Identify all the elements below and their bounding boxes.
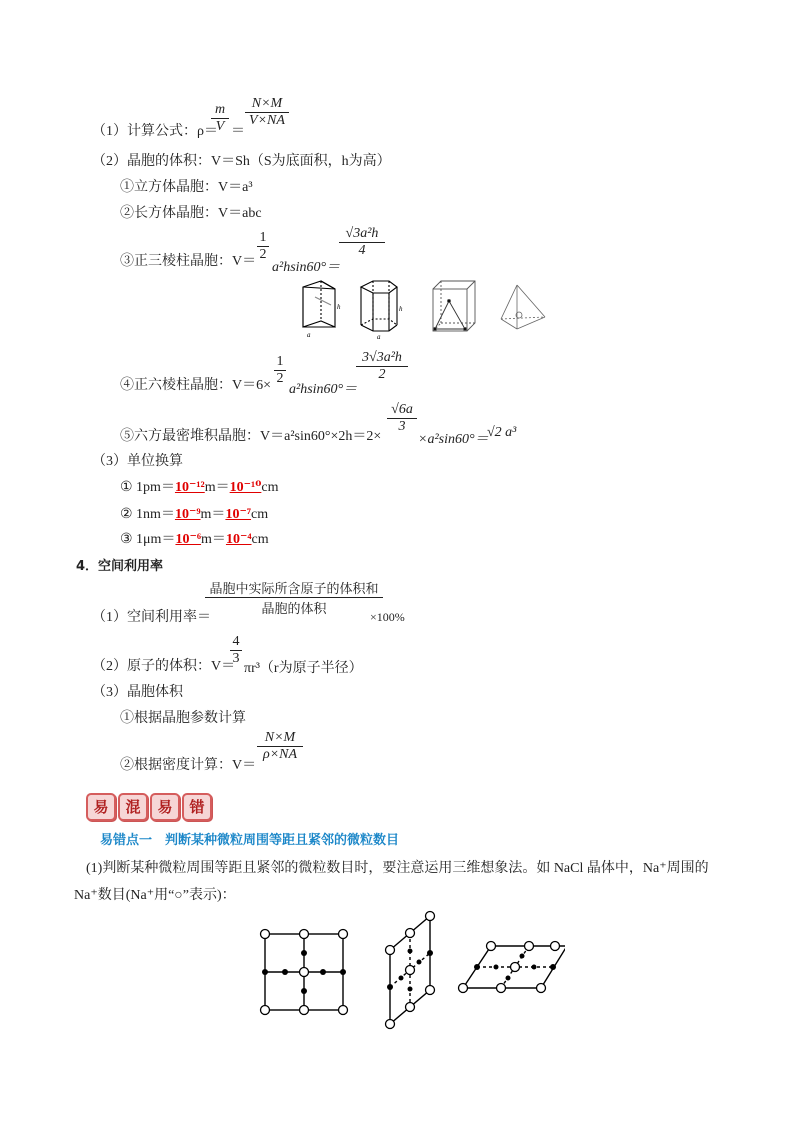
section-title-space-utilization: 4．空间利用率 [76, 559, 164, 574]
fraction-nm-over-vna: N×M V×NA [245, 96, 289, 129]
utilization-label: （1）空间利用率＝ [92, 610, 211, 625]
cell-volume-sub: （3）晶胞体积 [92, 685, 183, 700]
nm-conversion: ② 1nm＝10⁻⁹m＝10⁻⁷cm [120, 507, 269, 522]
mistake-text-line-1: (1)判断某种微粒周围等距且紧邻的微粒数目时，要注意运用三维想象法。如 NaCl 晶体中，Na⁺周围的 [86, 861, 709, 876]
hex-prism-label: ④正六棱柱晶胞：V＝6× [120, 378, 272, 393]
equals-sign: ＝ [231, 124, 245, 139]
fraction-half-1: 1 2 [257, 230, 269, 263]
nacl-na-figures [255, 910, 565, 1030]
banner-char-4: 错 [182, 793, 212, 821]
vertical-layer-atoms [386, 912, 435, 1029]
hex-prism-mid: a²hsin60°＝ [289, 382, 358, 397]
mistake-point-title: 易错点一 判断某种微粒周围等距且紧邻的微粒数目 [100, 833, 400, 848]
hexagonal-prism-figure [361, 281, 397, 331]
banner-char-1: 易 [86, 793, 116, 821]
fraction-hex-result: 3√3a²h 2 [356, 350, 408, 383]
hcp-label: ⑤六方最密堆积晶胞：V＝a²sin60°×2h＝2× [120, 429, 382, 444]
cuboid-cell-figure [433, 281, 475, 331]
by-density-label: ②根据密度计算：V＝ [120, 758, 257, 773]
hcp-mid: ×a²sin60°＝ [418, 432, 489, 447]
cuboid-volume: ②长方体晶胞：V＝abc [120, 206, 262, 221]
fraction-half-2: 1 2 [274, 354, 286, 387]
cell-volume-heading: （2）晶胞的体积：V＝Sh（S为底面积，h为高） [92, 154, 391, 169]
banner-char-3: 易 [150, 793, 180, 821]
tri-prism-label: ③正三棱柱晶胞：V＝ [120, 254, 257, 269]
fraction-four-thirds: 4 3 [230, 634, 242, 667]
prism-label-h2: h [399, 305, 403, 313]
prism-label-a1: a [307, 331, 311, 339]
unit-conversion-heading: （3）单位换算 [92, 454, 183, 469]
tetrahedron-figure [501, 285, 545, 329]
mistake-text-line-2: Na⁺数目(Na⁺用“○”表示)： [74, 888, 236, 903]
utilization-percent: ×100% [370, 610, 405, 624]
cube-volume: ①立方体晶胞：V＝a³ [120, 180, 253, 195]
hcp-result: √2 a³ [487, 425, 517, 440]
um-conversion: ③ 1μm＝10⁻⁶m＝10⁻⁴cm [120, 532, 269, 547]
fraction-utilization: 晶胞中实际所含原子的体积和 晶胞的体积 [205, 578, 383, 617]
formula-density-label: （1）计算公式：ρ＝ [92, 124, 218, 139]
fraction-tri-result: √3a²h 4 [339, 226, 385, 259]
atom-volume-tail: πr³（r为原子半径） [244, 661, 363, 676]
fraction-m-over-v: m V [211, 102, 229, 135]
crystal-cell-figures [295, 277, 555, 341]
prism-label-h1: h [337, 303, 341, 311]
triangular-prism-figure [303, 281, 335, 327]
fraction-sqrt6a-over-3: √6a 3 [387, 402, 417, 435]
by-cell-parameter: ①根据晶胞参数计算 [120, 711, 246, 726]
pm-conversion: ① 1pm＝10⁻¹²m＝10⁻¹⁰cm [120, 480, 279, 495]
banner-char-2: 混 [118, 793, 148, 821]
tri-prism-mid: a²hsin60°＝ [272, 260, 341, 275]
atom-volume-label: （2）原子的体积：V＝ [92, 659, 236, 674]
fraction-density-volume: N×M ρ×NA [257, 730, 303, 763]
prism-label-a2: a [377, 333, 381, 341]
